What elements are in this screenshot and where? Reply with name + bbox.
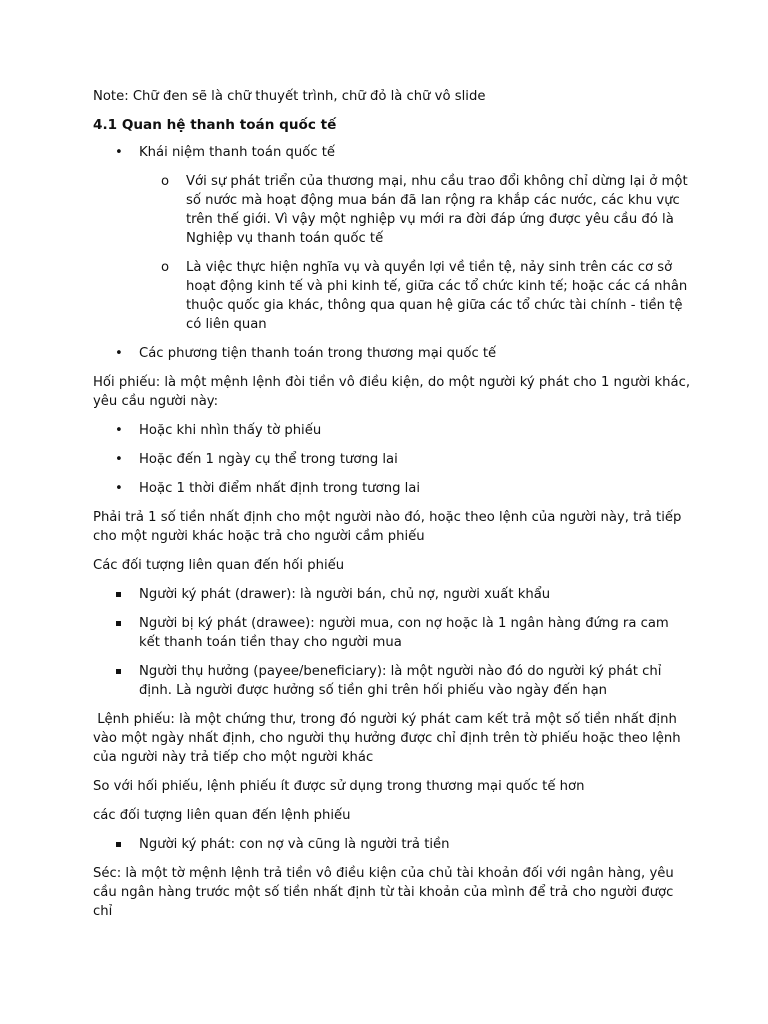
- square-bullet-item: [93, 614, 693, 652]
- paragraph: So với hối phiếu, lệnh phiếu ít được sử dụng trong thương mại quốc tế hơn: [93, 779, 585, 794]
- sub-bullet-text: Là việc thực hiện nghĩa vụ và quyền lợi về tiền tệ, nảy sinh trên các cơ sở hoạt động kinh tế và phi kinh tế, giữa các tổ chức kinh tế; hoặc các cá nhân thuộc quốc gia khác, thông qua quan hệ giữa các tổ chức tài chính - tiền tệ có liên quan: [186, 260, 688, 332]
- bullet-item: [93, 421, 693, 440]
- document-body: [93, 87, 693, 931]
- bullet-text: Hoặc khi nhìn thấy tờ phiếu: [139, 423, 322, 438]
- square-bullet-item: [93, 835, 693, 854]
- sub-bullet-item: [93, 258, 693, 334]
- bullet-marker: •: [115, 423, 123, 438]
- paragraph: Hối phiếu: là một mệnh lệnh đòi tiền vô điều kiện, do một người ký phát cho 1 người khác, yêu cầu người này:: [93, 375, 691, 409]
- note-line: Note: Chữ đen sẽ là chữ thuyết trình, chữ đỏ là chữ vô slide: [93, 89, 486, 104]
- paragraph: Phải trả 1 số tiền nhất định cho một người nào đó, hoặc theo lệnh của người này, trả tiếp cho một người khác hoặc trả cho người cầm phiếu: [93, 510, 682, 544]
- bullet-marker: •: [115, 452, 123, 467]
- bullet-text: Người ký phát: con nợ và cũng là người trả tiền: [139, 837, 450, 852]
- bullet-marker: •: [115, 346, 123, 361]
- sub-bullet-item: [93, 172, 693, 248]
- bullet-text: Khái niệm thanh toán quốc tế: [139, 145, 336, 160]
- square-bullet-marker: [116, 669, 121, 674]
- section-heading: 4.1 Quan hệ thanh toán quốc tế: [93, 117, 337, 133]
- bullet-item: [93, 344, 693, 363]
- square-bullet-marker: [116, 621, 121, 626]
- bullet-text: Các phương tiện thanh toán trong thương mại quốc tế: [139, 346, 497, 361]
- bullet-text: Hoặc đến 1 ngày cụ thể trong tương lai: [139, 452, 398, 467]
- bullet-text: Người thụ hưởng (payee/beneficiary): là một người nào đó do người ký phát chỉ định. Là người được hưởng số tiền ghi trên hối phiếu vào ngày đến hạn: [139, 664, 662, 698]
- square-bullet-item: [93, 662, 693, 700]
- square-bullet-marker: [116, 592, 121, 597]
- paragraph: Séc: là một tờ mệnh lệnh trả tiền vô điều kiện của chủ tài khoản đối với ngân hàng, yêu cầu ngân hàng trước một số tiền nhất định từ tài khoản của mình để trả cho người được chỉ: [93, 866, 674, 919]
- sub-bullet-text: Với sự phát triển của thương mại, nhu cầu trao đổi không chỉ dừng lại ở một số nước mà hoạt động mua bán đã lan rộng ra khắp các nước, các khu vực trên thế giới. Vì vậy một nghiệp vụ mới ra đời đáp ứng được yêu cầu đó là Nghiệp vụ thanh toán quốc tế: [186, 174, 688, 246]
- bullet-text: Người ký phát (drawer): là người bán, chủ nợ, người xuất khẩu: [139, 587, 551, 602]
- bullet-marker: •: [115, 481, 123, 496]
- square-bullet-item: [93, 585, 693, 604]
- bullet-item: [93, 143, 693, 162]
- circle-marker: o: [161, 174, 170, 189]
- bullet-text: Hoặc 1 thời điểm nhất định trong tương lai: [139, 481, 421, 496]
- paragraph: Các đối tượng liên quan đến hối phiếu: [93, 558, 345, 573]
- square-bullet-marker: [116, 842, 121, 847]
- bullet-text: Người bị ký phát (drawee): người mua, con nợ hoặc là 1 ngân hàng đứng ra cam kết thanh toán tiền thay cho người mua: [139, 616, 669, 650]
- circle-marker: o: [161, 260, 170, 275]
- bullet-item: [93, 450, 693, 469]
- bullet-item: [93, 479, 693, 498]
- bullet-marker: •: [115, 145, 123, 160]
- paragraph: các đối tượng liên quan đến lệnh phiếu: [93, 808, 351, 823]
- paragraph: Lệnh phiếu: là một chứng thư, trong đó người ký phát cam kết trả một số tiền nhất định vào một ngày nhất định, cho người thụ hưởng được chỉ định trên tờ phiếu hoặc theo lệnh của người này trả tiếp cho một người khác: [93, 712, 685, 765]
